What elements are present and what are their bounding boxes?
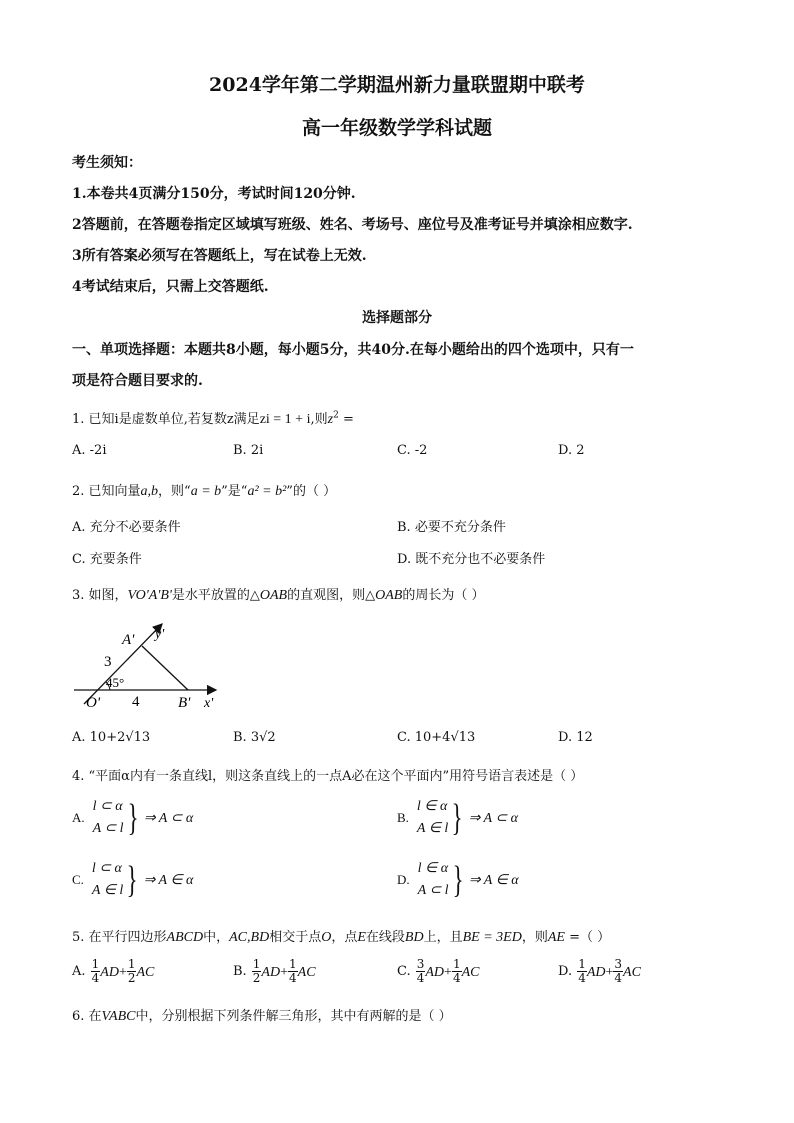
q2-option-d: D. 既不充分也不必要条件 [397, 552, 546, 567]
q4-option-c: C. l ⊂ α A ∈ l } ⇒ A ∈ α [72, 859, 194, 901]
q3-figure [70, 618, 230, 713]
question-6-stem: 6. 在VABC中，分别根据下列条件解三角形，其中有两解的是（ ） [72, 1009, 452, 1024]
section-heading: 选择题部分 [362, 310, 432, 326]
q3-option-a: A. 10+2√13 [72, 730, 151, 745]
label-o: O' [86, 695, 101, 711]
q4-option-a: A. l ⊂ α A ⊂ l } ⇒ A ⊂ α [72, 797, 194, 839]
exam-subtitle: 高一年级数学学科试题 [301, 117, 492, 139]
q1-option-a: A. -2i [72, 443, 107, 458]
label-angle: 45° [106, 675, 125, 690]
q1-option-c: C. -2 [397, 443, 428, 458]
q1-option-d: D. 2 [558, 443, 585, 458]
label-y: y' [155, 627, 165, 642]
q3-option-c: C. 10+4√13 [397, 730, 476, 745]
label-side-ob: 4 [132, 694, 140, 710]
question-5-stem: 5. 在平行四边形ABCD中，AC,BD相交于点O，点E在线段BD上，且BE = 3ED，则AE =（ ） [72, 930, 611, 945]
q2-option-c: C. 充要条件 [72, 552, 142, 567]
q4-option-d: D. l ∈ α A ⊂ l } ⇒ A ∈ α [397, 859, 519, 901]
notice-item: 3所有答案必须写在答题纸上，写在试卷上无效. [72, 248, 367, 264]
q2-option-b: B. 必要不充分条件 [397, 520, 506, 535]
notice-item: 4考试结束后，只需上交答题纸. [72, 279, 269, 295]
exam-title: 2024学年第二学期温州新力量联盟期中联考 [209, 74, 585, 96]
question-2-stem: 2. 已知向量a,b，则“a = b”是“a² = b²”的（ ） [72, 484, 337, 499]
label-a: A' [122, 632, 135, 648]
label-b: B' [178, 695, 191, 711]
q5-option-d: D. $\frac{1}{4}$ AD+ $\frac{3}{4}$ AC [558, 957, 641, 985]
section-intro: 一、单项选择题：本题共8小题，每小题5分，共40分.在每小题给出的四个选项中，只有一 [72, 342, 634, 358]
q5-option-a: A. $\frac{1}{4}$ AD+ $\frac{1}{2}$ AC [72, 957, 155, 985]
q1-option-b: B. 2i [233, 443, 264, 458]
notice-heading: 考生须知： [72, 155, 142, 171]
notice-item: 1.本卷共4页满分150分，考试时间120分钟. [72, 186, 356, 202]
segment-ab [142, 646, 188, 690]
q3-option-b: B. 3√2 [233, 730, 276, 745]
question-1-stem: 1. 已知i是虚数单位,若复数z满足zi = 1 + i,则$z^2$ = [72, 410, 354, 427]
notice-item: 2答题前，在答题卷指定区域填写班级、姓名、考场号、座位号及准考证号并填涂相应数字. [72, 217, 633, 233]
label-side-oa: 3 [104, 654, 112, 670]
q4-option-b: B. l ∈ α A ∈ l } ⇒ A ⊂ α [397, 797, 518, 839]
q2-option-a: A. 充分不必要条件 [72, 520, 181, 535]
label-x: x' [204, 696, 214, 711]
q5-option-b: B. $\frac{1}{2}$ AD+ $\frac{1}{4}$ AC [233, 957, 316, 985]
question-4-stem: 4. “平面α内有一条直线l，则这条直线上的一点A必在这个平面内”用符号语言表述是（ ） [72, 769, 584, 784]
q3-option-d: D. 12 [558, 730, 593, 745]
q5-option-c: C. $\frac{3}{4}$ AD+ $\frac{1}{4}$ AC [397, 957, 480, 985]
question-3-stem: 3. 如图，VO'A'B'是水平放置的△OAB的直观图，则△OAB的周长为（ ） [72, 588, 485, 603]
section-intro-cont: 项是符合题目要求的. [72, 373, 203, 389]
